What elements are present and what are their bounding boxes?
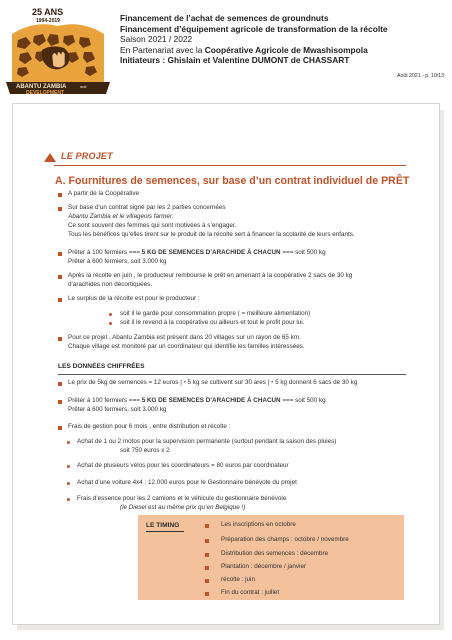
donnees-line-2-pre: Prêter à 100 fermiers === [68,397,142,404]
bullet-icon [205,566,209,570]
frais-motos-cost: soit 750 euros x 2 [120,447,170,454]
projet-bullet-6-line-1: Pour ce projet , Abantu Zambia est présent dans 20 villages sur un rayon de 65 km. [68,334,301,341]
bullet-icon [58,337,62,341]
projet-bullet-2-line-2: Abantu Zambia et le villageois farmer. [68,213,174,220]
bullet-icon [58,193,62,197]
donnees-divider [58,374,406,375]
projet-bullet-3-line-2: Prêter à 600 fermiers, soit 3.000 kg [68,258,167,265]
abantu-zambia-logo [6,6,110,98]
bullet-icon [58,252,62,256]
projet-bullet-1: A partir de la Coopérative [68,190,140,197]
header-line-3: Saison 2021 / 2022 [120,34,193,45]
bullet-icon [205,553,209,557]
logo-range: 1994-2019 [36,18,60,24]
frais-essence: Frais d’essence pour les 2 camions et le véhicule du gestionnaire bénévole [77,495,287,502]
section-title: A. Fournitures de semences, sur base d’un contrat individuel de PRÊT [55,175,410,187]
timing-item: Préparation des champs : octobre / novembre [221,536,349,543]
projet-bullet-3-bold: 5 KG DE SEMENCES D’ARACHIDE À CHACUN [141,249,281,256]
bullet-icon [58,275,62,279]
page-date: Août 2021 - p. 10/13 [396,73,444,79]
projet-bullet-6-line-2: Chaque village est monitoré par un coordinateur qui identifie les familles intéressées. [68,343,305,350]
bullet-icon [205,579,209,583]
sub-bullet-icon [67,465,70,468]
sub-bullet-icon [109,322,112,325]
logo-suffix: asbl [80,85,87,89]
bullet-icon [205,539,209,543]
header-line-2: Financement d’équipement agricole de transformation de la récolte [120,23,388,34]
projet-bullet-5: Le surplus de la récolte est pour le producteur : [68,295,200,302]
timing-item: Les inscriptions en octobre [221,521,296,528]
projet-bullet-2-line-3: Ce sont souvent des femmes qui sont motivées à s’engager. [68,222,237,229]
donnees-price: Le prix de 5kg de semences = 12 euros | [68,379,182,386]
sub-bullet-icon [67,498,70,501]
header-line-4-pre: En Partenariat avec la [120,44,205,55]
projet-sub-bullet-1: soit il le garde pour consommation propre ( = meilleure alimentation) [120,310,311,317]
bullet-icon [58,207,62,211]
projet-bullet-4-line-1: Après la récolte en juin , le producteur rembourse le prêt en amenant à la coopérative 2 sacs de 30 kg [68,272,353,279]
header-line-1: Financement de l’achat de semences de groundnuts [120,13,329,23]
projet-heading: LE PROJET [61,151,113,161]
donnees-line-2-bold: 5 KG DE SEMENCES D’ARACHIDE À CHACUN [141,397,281,404]
projet-bullet-3-line-1 [68,249,326,258]
timing-item: récolte : juin [221,576,255,583]
donnees-line-1 [68,379,357,388]
projet-bullet-2-line-1: Sur base d’un contrat signé par les 2 parties concernées [68,204,226,211]
frais-velos: Achat de plusieurs vélos pour les coordinateurs = 80 euros par coordinateur [77,462,289,469]
triangle-icon [44,153,56,162]
frais-voiture: Achat d’une voiture 4x4 : 12.000 euros pour le Gestionnaire bénévole du projet [77,479,297,486]
donnees-line-2 [68,397,326,406]
bullet-icon [58,382,62,386]
inline-bullet-icon: • [271,379,274,386]
page-header [120,13,442,66]
timing-item: Distribution des semences : décembre [221,550,329,557]
bullet-icon [205,592,209,596]
header-line-4 [120,45,442,56]
timing-heading: LE TIMING [146,522,180,529]
bullet-icon [58,426,62,430]
donnees-area: 5 kg se cultivent sur 30 ares | [187,379,270,386]
sub-bullet-icon [67,441,70,444]
timing-item: Plantation : décembre / janvier [221,563,307,570]
bullet-icon [58,298,62,302]
logo-name: ABANTU ZAMBIA [16,84,67,90]
header-line-5: Initiateurs : Ghislain et Valentine DUMONT de CHASSART [120,55,350,66]
projet-bullet-4-line-2: d’arachides non décortiquées. [68,281,153,288]
donnees-line-2b: Prêter à 600 fermiers, soit 3.000 kg [68,406,167,413]
logo-years: 25 ANS [32,7,64,17]
timing-underline [146,531,184,532]
donnees-yield: 5 kg donnent 6 sacs de 30 kg [275,379,358,386]
donnees-line-2-post: === soit 500 kg [280,397,326,404]
timing-item: Fin du contrat : juillet [221,589,280,596]
sub-bullet-icon [67,482,70,485]
projet-bullet-3-post: === soit 500 kg [280,249,326,256]
projet-divider [54,165,406,166]
header-cooperative-name: Coopérative Agricole de Mwashisompola [204,44,368,55]
bullet-icon [205,524,209,528]
inline-bullet-icon: • [183,379,186,386]
donnees-heading: LES DONNÉES CHIFFRÉES [58,363,145,370]
donnees-frais: Frais de gestion pour 6 mois , entre distribution et récolte : [68,423,231,430]
sub-bullet-icon [109,313,112,316]
bullet-icon [58,400,62,404]
projet-sub-bullet-2: soit il le revend à la coopérative ou ailleurs et tout le profit pour lui. [120,319,305,326]
frais-motos: Achat de 1 ou 2 motos pour la supervision permanente (surtout pendant la saison des pluies) [77,438,337,445]
projet-bullet-3-pre: Prêter à 100 fermiers === [68,249,142,256]
frais-essence-note: (le Diesel est au même prix qu’en Belgique !) [120,504,246,511]
logo-sub: DEVELOPMENT [26,90,65,96]
projet-bullet-2-line-4: Tous les bénéfices qu’elles tirent sur le produit de la récolte sert à financer la scolarité de leurs enfants. [68,231,355,238]
